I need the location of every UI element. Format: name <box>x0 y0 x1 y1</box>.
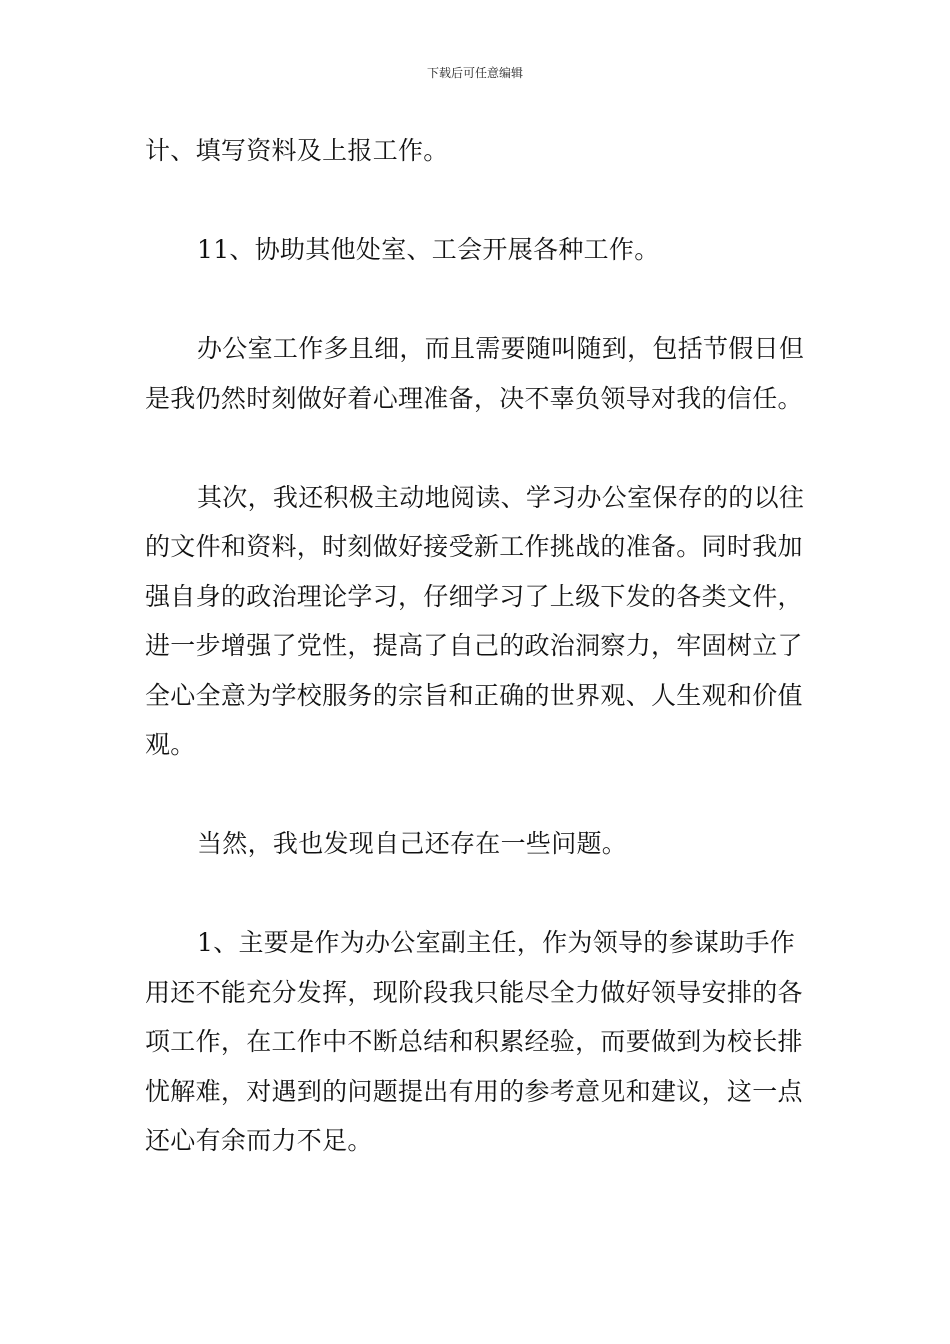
paragraph-continuation: 计、填写资料及上报工作。 <box>145 136 449 165</box>
page-header: 下载后可任意编辑 <box>426 66 523 80</box>
paragraph-problem-1: 1、主要是作为办公室副主任，作为领导的参谋助手作用还不能充分发挥，现阶段我只能尽全力做好领导安排的各项工作，在工作中不断总结和积累经验，而要做到为校长排忧解难，对遇到的问题提出有用的参考意见和建议，这一点还心有余而力不足。 <box>145 928 803 1155</box>
paragraph-office-work: 办公室工作多且细，而且需要随叫随到，包括节假日但是我仍然时刻做好着心理准备，决不辜负领导对我的信任。 <box>145 334 805 413</box>
paragraph-problems-intro: 当然，我也发现自己还存在一些问题。 <box>197 829 628 858</box>
document-body <box>145 126 807 1166</box>
paragraph-study: 其次，我还积极主动地阅读、学习办公室保存的的以往的文件和资料，时刻做好接受新工作挑战的准备。同时我加强自身的政治理论学习，仔细学习了上级下发的各类文件，进一步增强了党性，提高了自己的政治洞察力，牢固树立了全心全意为学校服务的宗旨和正确的世界观、人生观和价值观。 <box>145 482 805 759</box>
paragraph-item-11: 11、协助其他处室、工会开展各种工作。 <box>197 235 660 264</box>
